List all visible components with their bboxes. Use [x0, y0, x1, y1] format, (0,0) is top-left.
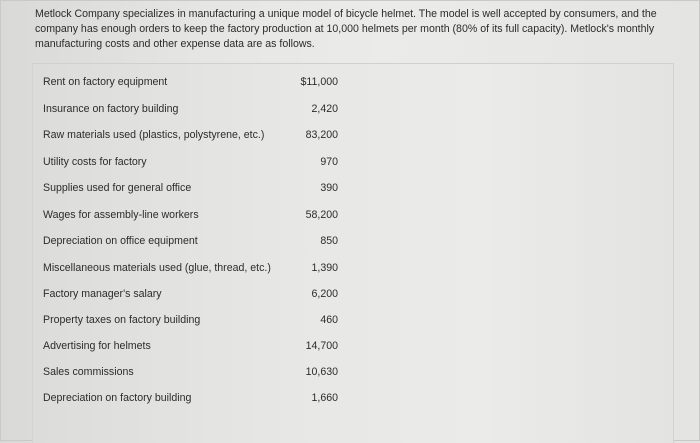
row-value: 1,660 [311, 392, 338, 404]
row-label: Utility costs for factory [43, 156, 147, 168]
row-value: 14,700 [305, 340, 338, 352]
row-value: 460 [320, 314, 338, 326]
row-label: Miscellaneous materials used (glue, thread, etc.) [43, 262, 271, 274]
row-value: 970 [320, 156, 338, 168]
table-row [33, 209, 673, 225]
table-row [33, 182, 673, 198]
row-value: 6,200 [311, 288, 338, 300]
table-row [33, 129, 673, 145]
cost-data-table [32, 63, 674, 443]
row-value: $11,000 [300, 76, 338, 88]
row-label: Depreciation on office equipment [43, 235, 198, 247]
row-label: Rent on factory equipment [43, 76, 168, 88]
table-row [33, 76, 673, 92]
table-row [33, 156, 673, 172]
row-label: Insurance on factory building [43, 103, 179, 115]
row-label: Sales commissions [43, 366, 134, 378]
row-value: 390 [320, 182, 338, 194]
row-label: Depreciation on factory building [43, 392, 192, 404]
row-label: Wages for assembly-line workers [43, 209, 199, 221]
row-label: Factory manager's salary [43, 288, 162, 300]
table-row [33, 288, 673, 304]
table-row [33, 392, 673, 408]
row-value: 850 [320, 235, 338, 247]
row-label: Property taxes on factory building [43, 314, 201, 326]
table-row [33, 366, 673, 382]
row-value: 83,200 [305, 129, 338, 141]
row-label: Advertising for helmets [43, 340, 151, 352]
row-value: 58,200 [305, 209, 338, 221]
row-value: 1,390 [311, 262, 338, 274]
table-row [33, 314, 673, 330]
row-label: Supplies used for general office [43, 182, 192, 194]
table-row [33, 235, 673, 251]
row-label: Raw materials used (plastics, polystyrene, etc.) [43, 129, 265, 141]
table-row [33, 262, 673, 278]
problem-intro-text: Metlock Company specializes in manufacturing a unique model of bicycle helmet. The model is well accepted by consumers, and the company has enough orders to keep the factory production at 10,000 helmets per month (80% of its full capacity). Metlock's monthly manufacturing costs and other expense data are as follows. [35, 8, 657, 50]
row-value: 2,420 [311, 103, 338, 115]
table-row [33, 340, 673, 356]
table-row [33, 103, 673, 119]
row-value: 10,630 [305, 366, 338, 378]
